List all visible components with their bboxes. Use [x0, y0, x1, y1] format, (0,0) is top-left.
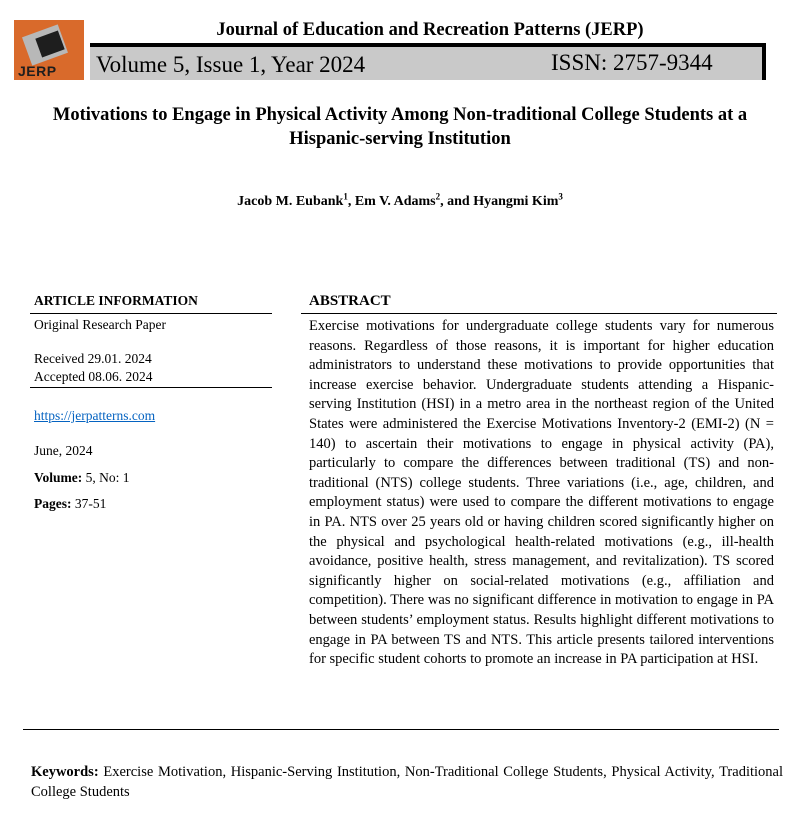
author-name: Em V. Adams: [354, 194, 436, 209]
paper-title: [0, 103, 800, 151]
author-name: Jacob M. Eubank: [237, 194, 344, 209]
publication-date: June, 2024: [34, 443, 93, 458]
pages-label: Pages:: [34, 496, 72, 511]
author-separator: ,: [347, 194, 355, 209]
volume-info: [34, 470, 130, 486]
journal-title: Journal of Education and Recreation Patterns (JERP): [216, 20, 644, 40]
keywords: [31, 762, 783, 802]
abstract-heading: ABSTRACT: [309, 293, 391, 309]
pages-value: 37-51: [71, 496, 107, 511]
authors: [0, 191, 800, 210]
pages-info: [34, 496, 106, 512]
author-affiliation: 3: [558, 191, 563, 202]
abstract-rule: [301, 313, 777, 314]
paper-title-line-1: Motivations to Engage in Physical Activity Among Non-traditional College Students at a: [52, 105, 748, 125]
volume-label: Volume:: [34, 470, 83, 485]
volume-value: 5, No: 1: [82, 470, 130, 485]
paper-title-line-2: Hispanic-serving Institution: [289, 129, 511, 149]
volume-line: Volume 5, Issue 1, Year 2024: [96, 52, 366, 77]
received-date: Received 29.01. 2024: [34, 351, 152, 366]
article-info-heading: ARTICLE INFORMATION: [34, 293, 198, 308]
author-name: Hyangmi Kim: [473, 194, 559, 209]
article-info-rule-2: [30, 387, 272, 388]
logo-text: JERP: [18, 63, 57, 79]
issn: ISSN: 2757-9344: [551, 50, 713, 75]
author-affiliation: 2: [435, 191, 441, 202]
article-type: Original Research Paper: [34, 317, 166, 332]
author-separator: , and: [440, 194, 474, 209]
journal-logo: [14, 20, 84, 80]
accepted-date: Accepted 08.06. 2024: [34, 369, 153, 384]
keywords-label: Keywords:: [31, 764, 99, 780]
section-bottom-rule: [23, 729, 779, 730]
article-info-rule-1: [30, 313, 272, 314]
author-affiliation: 1: [343, 191, 348, 202]
keywords-text: Exercise Motivation, Hispanic-Serving Institution, Non-Traditional College Students, Physical Activity, Traditional College Students: [31, 764, 783, 800]
abstract-text: Exercise motivations for undergraduate college students vary for numerous reasons. Regardless of those reasons, it is important for higher education administrators to understand these motivations to provide opportunities that increase exercise behavior. Undergraduate students attending a Hispanic-serving Institution (HSI) in a metro area in the northeast region of the United States were administered the Exercise Motivations Inventory-2 (EMI-2) (N = 140) to ascertain their motivations to engage in physical activity (PA), particularly to compare the differences between traditional (TS) and non-traditional (NTS) college students. Three variations (i.e., age, children, and employment status) were used to compare the different motivations to engage in PA. NTS over 25 years old or having children scored significantly higher on the physical and psychological health-related motivations (e.g., ill-health avoidance, positive health, stress management, and revitalization). TS scored significantly higher on social-related motivations (e.g., affiliation and competition). There was no significant difference in motivation to engage in PA between students’ employment status. Results highlight different motivations to engage in PA between TS and NTS. This article presents tailored interventions for specific student cohorts to promote an increase in PA participation at HSI.: [309, 318, 774, 668]
journal-url-link[interactable]: https://jerpatterns.com: [34, 408, 156, 423]
